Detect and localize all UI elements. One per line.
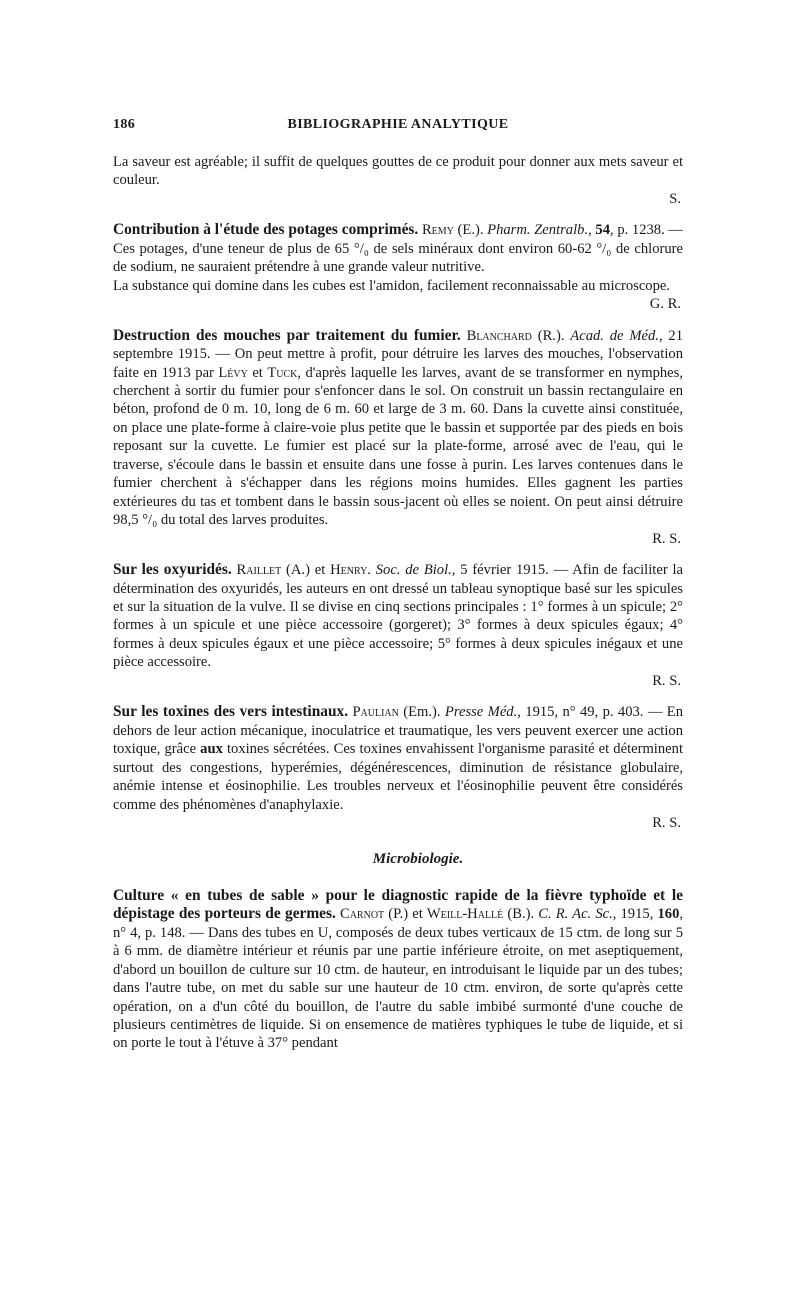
article-author: Henry: [330, 562, 368, 579]
article-title: Contribution à l'étude des potages comprimés.: [113, 221, 419, 239]
page-number: 186: [113, 117, 136, 132]
article-author: Remy: [421, 222, 454, 239]
text-column: [113, 153, 683, 1053]
article-signature: G. R.: [649, 296, 681, 313]
article-journal: Pharm. Zentralb.: [487, 222, 589, 239]
article-author: Carnot: [339, 906, 385, 923]
page-header: [113, 117, 683, 139]
article-culture: Culture « en tubes de sable » pour le diagnostic rapide de la fièvre typhoïde et le dépistage des porteurs de germes. Carnot (P.) et Weill-Hallé (B.). C. R. Ac. Sc., 1915, 160, n° 4, p. 148. — Dans des tubes en U, composés de deux tubes verticaux de 15 ctm. de long sur 5 à 6 mm. de diamètre intérieur et réunis par une partie inférieure étroite, on met aseptiquement, d'abord un bouillon de culture sur 10 ctm. de hauteur, en introduisant le liquide par un des tubes; dans l'autre tube, on met du sable sur une hauteur de 10 ctm. environ, de sorte qu'après cette opération, on a d'un côté du bouillon, de l'autre du sable imbibé surmonté d'une couche de plusieurs centimètres de liquide. Si on ensemence de matières typhiques le tube de liquide, et si on porte le tout à l'étuve à 37° pendant: [113, 886, 684, 1052]
section-heading: Microbiologie.: [372, 851, 464, 868]
intro-signature: S.: [669, 190, 681, 207]
article-author: Blanchard: [466, 327, 532, 344]
article-author: Raillet: [236, 562, 282, 579]
article-journal: Presse Méd.: [444, 704, 518, 721]
article-body: La substance qui domine dans les cubes est l'amidon, facilement reconnaissable au microscope.: [113, 277, 671, 294]
article-oxyurides: Sur les oxyuridés. Raillet (A.) et Henry. Soc. de Biol., 5 février 1915. — Afin de faciliter la détermination des oxyuridés, les auteurs en ont dressé un tableau synoptique basé sur les spicules et sur la situation de la vulve. Il se divise en cinq sections principales : 1° formes à un spicule; 2° formes à un spicule et une pièce accessoire (gorgeret); 3° formes à deux spicules égaux; 4° formes à deux spicules égaux et une pièce accessoire; 5° formes à deux spicules inégaux et une pièce accessoire. R. S.: [113, 561, 684, 689]
article-title: Sur les toxines des vers intestinaux.: [113, 703, 349, 721]
article-journal: Soc. de Biol.: [375, 562, 452, 579]
article-potages-continued: [113, 277, 683, 314]
cited-author: Tuck: [267, 364, 298, 381]
intro-paragraph: [113, 153, 683, 208]
article-signature: R. S.: [652, 814, 681, 831]
article-title: Destruction des mouches par traitement du fumier.: [113, 326, 461, 344]
intro-text: La saveur est agréable; il suffit de quelques gouttes de ce produit pour donner aux mets saveur et couleur.: [113, 154, 683, 189]
article-title: Sur les oxyuridés.: [113, 561, 232, 579]
article-body: En dehors de leur action mécanique, inoculatrice et traumatique, les vers peuvent exercer une action toxique, grâce: [113, 704, 683, 758]
article-body: Ces potages, d'une teneur de plus de 65 °/₀ de sels minéraux dont environ 60-62 °/₀ de chlorure de sodium, ne sauraient prétendre à une grande valeur nutritive.: [113, 240, 683, 276]
article-signature: R. S.: [652, 672, 681, 689]
cited-author: Lévy: [218, 364, 248, 381]
running-title: BIBLIOGRAPHIE ANALYTIQUE: [287, 117, 509, 132]
article-author: Paulian: [352, 704, 399, 721]
article-journal: Acad. de Méd.: [570, 327, 659, 344]
article-volume: 160: [657, 906, 680, 923]
article-journal: C. R. Ac. Sc.: [538, 906, 613, 923]
article-potages: Contribution à l'étude des potages comprimés. Remy (E.). Pharm. Zentralb., 54, p. 1238. — Ces potages, d'une teneur de plus de 65 °/₀ de sels minéraux dont environ 60-62 °/₀ de chlorure de sodium, ne sauraient prétendre à une grande valeur nutritive.: [113, 221, 684, 276]
article-mouches: Destruction des mouches par traitement du fumier. Blanchard (R.). Acad. de Méd., 21 septembre 1915. — On peut mettre à profit, pour détruire les larves des mouches, l'observation faite en 1913 par Lévy et Tuck, d'après laquelle les larves, avant de se transformer en nymphes, cherchent à sortir du fumier pour s'enfoncer dans le sol. On construit un bassin rectangulaire en béton, profond de 0 m. 10, long de 6 m. 60 et large de 3 m. 60. Dans la cuvette ainsi constituée, on place une plate-forme à claire-voie plus petite que le bassin et supportée par des pieds en bois reposant sur la cuvette. Le fumier est placé sur la plate-forme, arrosé avec de l'eau, qui le traverse, s'écoule dans le bassin et ensuite dans une fosse à purin. Les larves contenues dans le fumier cherchent à s'échapper dans les régions moins humides. Elles gagnent les parties extérieures du tas et tombent dans le bassin sous-jacent où elles se noient. On peut ainsi détruire 98,5 °/₀ du total des larves produites. R. S.: [113, 326, 684, 547]
article-toxines: Sur les toxines des vers intestinaux. Paulian (Em.). Presse Méd., 1915, n° 49, p. 403. — En dehors de leur action mécanique, inoculatrice et traumatique, les vers peuvent exercer une action toxique, grâce aux toxines sécrétées. Ces toxines envahissent l'organisme parasité et déterminent surtout des congestions, hyperémies, dégénérescences, diminution de résistance globulaire, anémie intense et éosinophilie. Les troubles nerveux et l'éosinophilie peuvent être considérés comme des phénomènes d'anaphylaxie. R. S.: [113, 703, 683, 831]
article-body: On peut mettre à profit, pour détruire les larves des mouches, l'observation faite en 1913 par: [113, 346, 683, 381]
article-author: Weill-Hallé: [426, 906, 504, 923]
article-body: toxines sécrétées. Ces toxines envahissent l'organisme parasité et déterminent surtout des congestions, hyperémies, dégénérescences, diminution de résistance globulaire, anémie intense et éosinophilie. Les troubles nerveux et l'éosinophilie peuvent être considérés comme des phénomènes d'anaphylaxie.: [113, 741, 683, 813]
article-signature: R. S.: [652, 530, 681, 547]
article-title: Culture « en tubes de sable » pour le diagnostic rapide de la fièvre typhoïde et le dépistage des porteurs de germes.: [113, 886, 683, 923]
article-volume: 54: [595, 222, 611, 239]
article-body: Afin de faciliter la détermination des oxyuridés, les auteurs en ont dressé un tableau synoptique basé sur les spicules et sur la situation de la vulve. Il se divise en cinq sections principales : 1° formes à un spicule; 2° formes à un spicule et une pièce accessoire (gorgeret); 3° formes à deux spicules égaux; 4° formes à deux spicules égaux et une pièce accessoire; 5° formes à deux spicules inégaux et une pièce accessoire.: [113, 562, 684, 671]
article-body: Dans des tubes en U, composés de deux tubes verticaux de 15 ctm. de long sur 5 à 6 mm. de diamètre intérieur et réunis par une partie inférieure étroite, on met aseptiquement, d'abord un bouillon de culture sur 10 ctm. de hauteur, en introduisant le liquide par un des tubes; dans l'autre tube, on met du sable sur une hauteur de 10 ctm. environ, de sorte qu'après cette opération, on a d'un côté du bouillon, de l'autre du sable imbibé surmonté d'une couche de plusieurs centimètres de liquide. Si on ensemence de matières typhiques le tube de liquide, et si on porte le tout à l'étuve à 37° pendant: [113, 924, 683, 1052]
article-body: , d'après laquelle les larves, avant de se transformer en nymphes, cherchent à sortir du fumier pour s'enfoncer dans le sol. On construit un bassin rectangulaire en béton, profond de 0 m. 10, long de 6 m. 60 et large de 3 m. 60. Dans la cuvette ainsi constituée, on place une plate-forme à claire-voie plus petite que le bassin et supportée par des pieds en bois reposant sur la cuvette. Le fumier est placé sur la plate-forme, arrosé avec de l'eau, qui le traverse, s'écoule dans le bassin et ensuite dans une fosse à purin. Les larves contenues dans le fumier cherchent à s'échapper dans les régions moins humides. Elles gagnent les parties extérieures du tas et tombent dans le bassin sous-jacent où elles se noient. On peut ainsi détruire 98,5 °/₀ du total des larves produites.: [113, 364, 683, 529]
